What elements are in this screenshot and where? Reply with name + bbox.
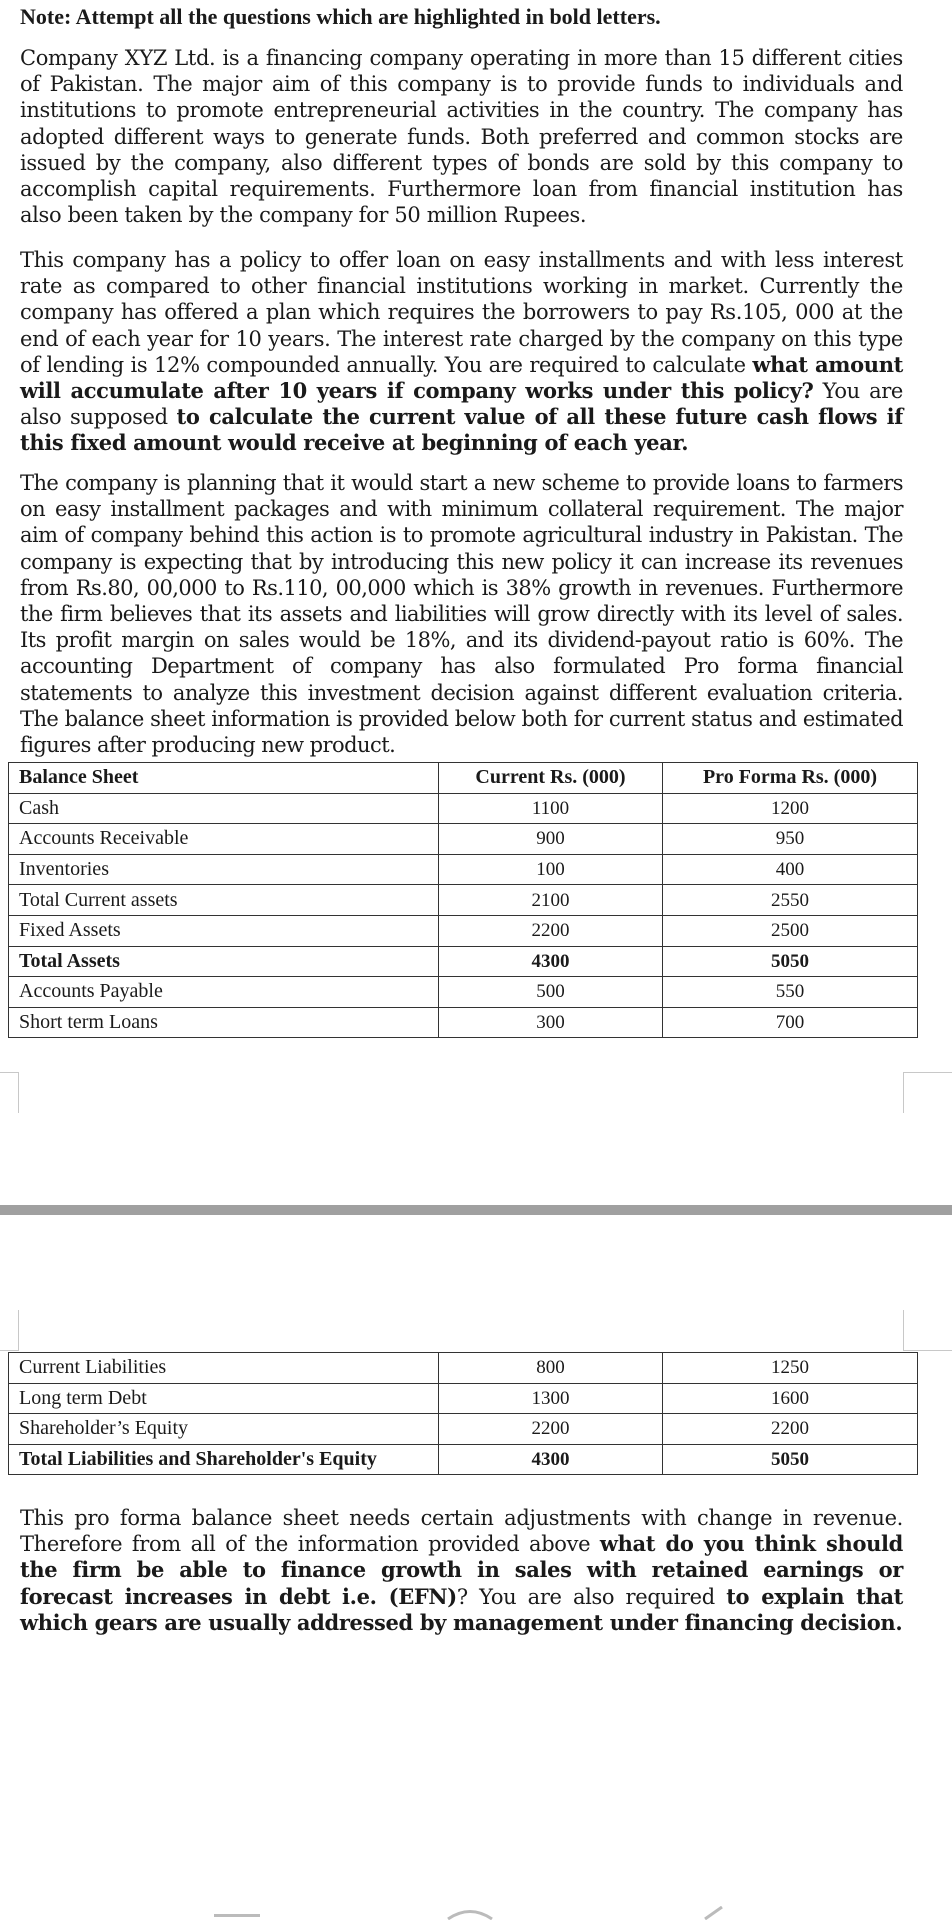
header-pro-forma: Pro Forma Rs. (000)	[663, 763, 918, 794]
row-label: Fixed Assets	[9, 915, 439, 946]
balance-sheet-table-part1	[8, 762, 918, 1038]
row-current-value: 800	[439, 1353, 663, 1384]
page-corner-mark	[903, 1310, 952, 1351]
table-row	[9, 854, 918, 885]
row-current-value: 100	[439, 854, 663, 885]
row-current-value: 500	[439, 977, 663, 1008]
row-label: Total Current assets	[9, 885, 439, 916]
paragraph-loan-policy: This company has a policy to offer loan on easy installments and with less interest rate as compared to other financial institutions working in market. Currently the company has offered a plan which requires the borrowers to pay Rs.105, 000 at the end of each year for 10 years. The interest rate charged by the company on this type of lending is 12% compounded annually. You are required to calculate what amount will accumulate after 10 years if company works under this policy? You are also supposed to calculate the current value of all these future cash flows if this fixed amount would receive at beginning of each year.	[20, 248, 904, 456]
row-current-value: 2100	[439, 885, 663, 916]
table-row	[9, 793, 918, 824]
row-proforma-value: 550	[663, 977, 918, 1008]
page-corner-mark	[0, 1310, 19, 1351]
row-proforma-value: 2200	[663, 1414, 918, 1445]
paragraph-company-overview: Company XYZ Ltd. is a financing company operating in more than 15 different cities of Pakistan. The major aim of this company is to provide funds to individuals and institutions to promote entrepreneurial activities in the country. The company has adopted different ways to generate funds. Both preferred and common stocks are issued by the company, also different types of bonds are sold by this company to accomplish capital requirements. Furthermore loan from financial institution has also been taken by the company for 50 million Rupees.	[20, 46, 903, 228]
balance-sheet-table-part2	[8, 1352, 918, 1475]
home-icon	[448, 1912, 492, 1920]
question-present-value: to calculate the current value of all these future cash flows if this fixed amount would receive at beginning of each year.	[20, 404, 903, 456]
page-corner-mark	[0, 1072, 19, 1113]
table-row	[9, 1007, 918, 1038]
row-current-value: 4300	[439, 946, 663, 977]
question-efn: what do you think should the firm be able to finance growth in sales with retained earnings or forecast increases in debt i.e. (EFN)	[20, 1531, 903, 1609]
table-row	[9, 1414, 918, 1445]
table-row	[9, 915, 918, 946]
header-current: Current Rs. (000)	[439, 763, 663, 794]
row-proforma-value: 1600	[663, 1383, 918, 1414]
page-divider	[0, 1205, 952, 1215]
table-row	[9, 1444, 918, 1475]
row-proforma-value: 2550	[663, 885, 918, 916]
table-row	[9, 824, 918, 855]
bottom-nav-icons-edge	[200, 1906, 760, 1920]
table-row	[9, 1383, 918, 1414]
row-current-value: 4300	[439, 1444, 663, 1475]
table-row	[9, 1353, 918, 1384]
question-future-value: what amount will accumulate after 10 years if company works under this policy?	[20, 351, 903, 404]
row-label: Current Liabilities	[9, 1353, 439, 1384]
row-current-value: 1300	[439, 1383, 663, 1414]
row-proforma-value: 1200	[663, 793, 918, 824]
row-current-value: 300	[439, 1007, 663, 1038]
row-proforma-value: 400	[663, 854, 918, 885]
row-current-value: 2200	[439, 915, 663, 946]
row-label: Shareholder’s Equity	[9, 1414, 439, 1445]
row-label: Short term Loans	[9, 1007, 439, 1038]
row-proforma-value: 700	[663, 1007, 918, 1038]
header-balance-sheet: Balance Sheet	[9, 763, 439, 794]
menu-icon	[214, 1914, 260, 1917]
row-current-value: 2200	[439, 1414, 663, 1445]
row-label: Accounts Receivable	[9, 824, 439, 855]
page-corner-mark	[903, 1072, 952, 1113]
row-proforma-value: 950	[663, 824, 918, 855]
table-header-row	[9, 763, 918, 794]
table-row	[9, 977, 918, 1008]
row-proforma-value: 2500	[663, 915, 918, 946]
back-icon	[705, 1907, 722, 1919]
row-label: Cash	[9, 793, 439, 824]
row-current-value: 900	[439, 824, 663, 855]
row-label: Total Liabilities and Shareholder's Equity	[9, 1444, 439, 1475]
row-label: Long term Debt	[9, 1383, 439, 1414]
row-proforma-value: 5050	[663, 1444, 918, 1475]
row-current-value: 1100	[439, 793, 663, 824]
row-label: Total Assets	[9, 946, 439, 977]
row-label: Inventories	[9, 854, 439, 885]
row-label: Accounts Payable	[9, 977, 439, 1008]
table-row	[9, 946, 918, 977]
paragraph-new-scheme: The company is planning that it would start a new scheme to provide loans to farmers on easy installment packages and with minimum collateral requirement. The major aim of company behind this action is to promote agricultural industry in Pakistan. The company is expecting that by introducing this new policy it can increase its revenues from Rs.80, 00,000 to Rs.110, 00,000 which is 38% growth in revenues. Furthermore the firm believes that its assets and liabilities will grow directly with its level of sales. Its profit margin on sales would be 18%, and its dividend-payout ratio is 60%. The accounting Department of company has also formulated Pro forma financial statements to analyze this investment decision against different evaluation criteria. The balance sheet information is provided below both for current status and estimated figures after producing new product.	[20, 471, 903, 758]
row-proforma-value: 5050	[663, 946, 918, 977]
question-financing-gears: to explain that which gears are usually addressed by management under financing decision.	[20, 1583, 904, 1635]
paragraph-efn-question: This pro forma balance sheet needs certain adjustments with change in revenue. Therefore from all of the information provided above what do you think should the firm be able to finance growth in sales with retained earnings or forecast increases in debt i.e. (EFN)? You are also required to explain that which gears are usually addressed by management under financing decision.	[20, 1506, 904, 1635]
table-row	[9, 885, 918, 916]
row-proforma-value: 1250	[663, 1353, 918, 1384]
instruction-note: Note: Attempt all the questions which are highlighted in bold letters.	[20, 4, 661, 29]
